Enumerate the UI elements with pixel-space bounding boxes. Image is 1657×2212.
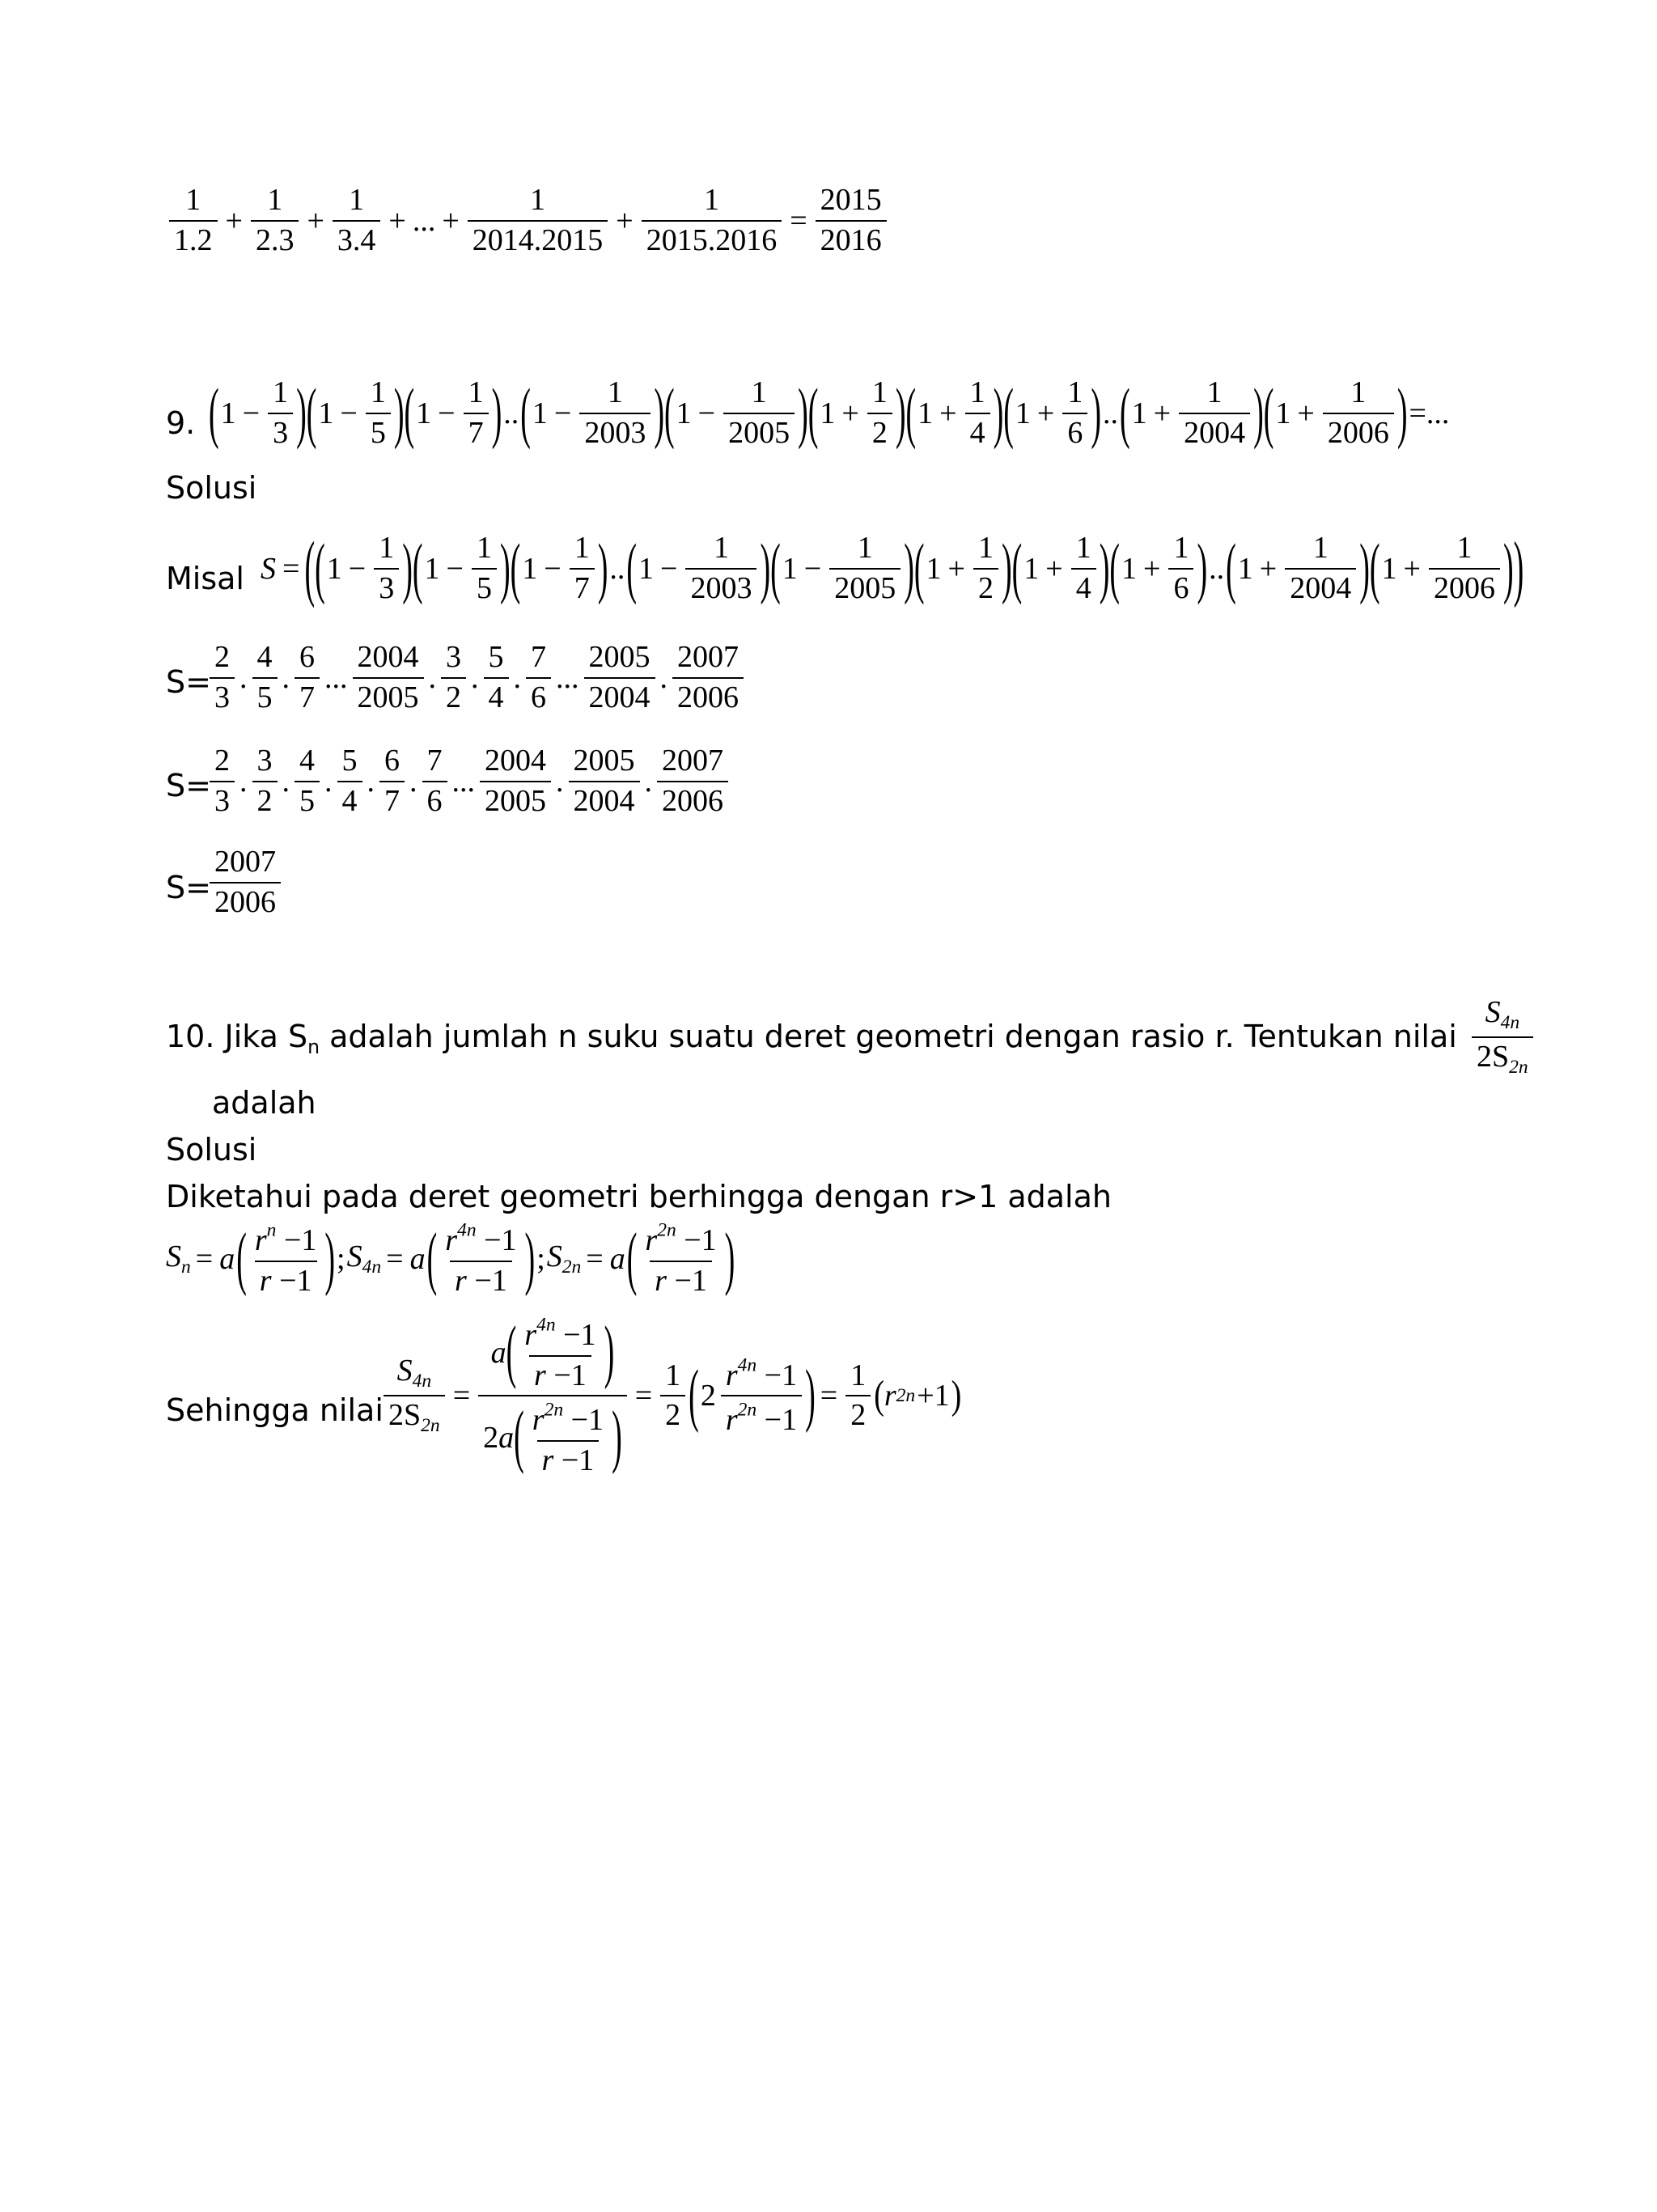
fraction: $\frac{2004}{2005}$: [480, 745, 551, 818]
right-paren: ): [1099, 531, 1110, 607]
left-paren: (: [506, 1312, 517, 1391]
right-paren: ): [1091, 375, 1101, 451]
math-token: −: [348, 551, 367, 586]
left-paren: (: [1120, 375, 1130, 451]
right-paren: ): [724, 1219, 735, 1299]
right-paren: ): [805, 1357, 816, 1435]
math-token: 1: [782, 551, 798, 586]
s-line-2-prefix: S=: [166, 768, 211, 803]
math-token: −: [544, 551, 562, 586]
fraction: $\frac{1}{1.2}$: [169, 184, 218, 257]
left-paren: (: [913, 531, 925, 607]
math-token: .: [659, 660, 667, 695]
parenthesis-group: [808, 377, 906, 450]
subscript: n: [181, 1256, 191, 1278]
fraction: $\frac{3}{2}$: [252, 745, 278, 818]
fraction: a ( $\frac{r^{4n} -1}{r -1}$ ) 2a ( $\frac{r^{2n} -1}{r -1}$ ): [478, 1315, 627, 1477]
parenthesis-group: [511, 532, 608, 605]
fraction: $\frac{2007}{2006}$: [657, 745, 728, 818]
fraction: $\frac{2007}{2006}$: [210, 846, 281, 919]
fraction: $\frac{1}{2004}$: [1285, 532, 1356, 605]
fraction: $\frac{5}{4}$: [337, 745, 362, 818]
left-paren: (: [510, 531, 521, 607]
fraction: $\frac{1}{4}$: [965, 377, 990, 450]
math-token: 1: [1131, 396, 1147, 430]
math-token: 1: [532, 396, 548, 430]
right-paren: ): [499, 531, 511, 607]
fraction: $\frac{1}{7}$: [570, 532, 595, 605]
math-token: +: [1143, 551, 1161, 586]
parenthesis-group: [427, 1220, 536, 1297]
math-token: 1: [1381, 551, 1397, 586]
left-paren: (: [1109, 531, 1120, 607]
math-token: +: [1036, 396, 1055, 430]
math-token: 2: [700, 1379, 716, 1413]
math-token: +1: [917, 1379, 950, 1413]
fraction: $\frac{1}{4}$: [1071, 532, 1096, 605]
math-token: =: [386, 1241, 404, 1276]
math-token: 1: [416, 396, 432, 430]
math-token: .: [239, 764, 248, 799]
math-token: −: [438, 396, 456, 430]
math-token: a: [219, 1241, 235, 1276]
math-token: +: [947, 551, 965, 586]
parenthesis-group: [1120, 377, 1264, 450]
fraction: $\frac{4}{5}$: [295, 745, 320, 818]
question-number-10: 10.: [166, 1019, 215, 1054]
superscript: 2n: [737, 1399, 757, 1421]
math-token: −: [242, 396, 261, 430]
math-token: 1: [1023, 551, 1040, 586]
superscript: 4n: [536, 1314, 556, 1335]
subscript: 2n: [562, 1256, 582, 1278]
math-token: +: [1045, 551, 1063, 586]
subscript: 2n: [421, 1415, 440, 1437]
math-token: .: [239, 660, 248, 695]
superscript: 2n: [657, 1219, 676, 1240]
sehingga-text: Sehingga nilai: [166, 1392, 384, 1428]
question-number-9: 9.: [166, 405, 196, 441]
s-line-3-expression: [206, 846, 284, 919]
left-paren: (: [412, 531, 423, 607]
math-token: a: [409, 1241, 426, 1276]
s-line-3-prefix: S=: [166, 870, 211, 905]
right-paren: ): [654, 375, 664, 451]
math-token: −: [660, 551, 678, 586]
right-paren: ): [612, 1397, 622, 1477]
right-paren: ): [951, 1374, 962, 1418]
fraction: $\frac{7}{6}$: [422, 745, 447, 818]
parenthesis-group: [209, 377, 307, 450]
parenthesis-group: [307, 377, 405, 450]
math-token: 1: [820, 396, 836, 430]
math-token: =: [586, 1241, 604, 1276]
math-token: a: [609, 1241, 625, 1276]
right-paren: ): [1396, 375, 1408, 451]
math-token: 1: [676, 396, 692, 430]
fraction: $\frac{1}{2}$: [660, 1360, 685, 1433]
math-token: 1: [326, 551, 342, 586]
math-token: =: [820, 1379, 838, 1413]
s-line-1-prefix: S=: [166, 664, 211, 700]
fraction: $\frac{r^{4n} -1}{r -1}$: [524, 1314, 596, 1392]
right-paren: ): [296, 375, 307, 451]
left-paren: (: [1011, 531, 1023, 607]
math-token: 1: [424, 551, 440, 586]
right-paren: ): [1502, 531, 1514, 607]
math-token: ...: [324, 660, 348, 695]
parenthesis-group: [1012, 532, 1110, 605]
left-paren: (: [1369, 531, 1380, 607]
math-token: ...: [556, 660, 579, 695]
fraction: $\frac{3}{2}$: [441, 642, 466, 714]
parenthesis-group: [1226, 532, 1370, 605]
parenthesis-group: [689, 1355, 816, 1437]
parenthesis-group: ( r 2n +1 ): [874, 1374, 962, 1418]
fraction: $\frac{1}{2006}$: [1323, 377, 1394, 450]
fraction: $\frac{2007}{2006}$: [672, 642, 744, 714]
left-paren: (: [236, 1219, 247, 1299]
left-paren: (: [306, 375, 317, 451]
left-paren: (: [520, 375, 531, 451]
fraction: $\frac{2005}{2004}$: [584, 642, 655, 714]
fraction: $\frac{1}{2014.2015}$: [468, 184, 608, 257]
parenthesis-group: [1109, 532, 1207, 605]
fraction: $\frac{2005}{2004}$: [569, 745, 640, 818]
fraction: $\frac{1}{2.3}$: [251, 184, 299, 257]
s-line-2-expression: [206, 745, 731, 818]
fraction: $\frac{r^{2n} -1}{r -1}$: [532, 1399, 604, 1477]
left-paren: (: [404, 375, 415, 451]
parenthesis-group: [906, 377, 1004, 450]
superscript: 4n: [457, 1219, 477, 1240]
math-token: .: [644, 764, 652, 799]
math-token: 1: [917, 396, 934, 430]
left-paren: (: [304, 528, 316, 610]
right-paren: ): [1197, 531, 1208, 607]
math-token: ;: [337, 1241, 345, 1276]
right-paren: ): [393, 375, 405, 451]
s-line-1-expression: [206, 642, 747, 714]
right-paren: ): [402, 531, 413, 607]
sehingga-expression: [380, 1312, 962, 1477]
math-token: −: [803, 551, 822, 586]
fraction: $\frac{1}{2006}$: [1429, 532, 1500, 605]
math-token: ...: [451, 764, 475, 799]
math-token: +: [1153, 396, 1172, 430]
fraction: $\frac{1}{2005}$: [829, 532, 901, 605]
math-token: 1: [522, 551, 538, 586]
solusi-heading-10: Solusi: [166, 1132, 257, 1167]
math-token: +: [1297, 396, 1315, 430]
fraction: $\frac{1}{3.4}$: [333, 184, 381, 257]
math-token: +: [939, 396, 957, 430]
math-token: 1: [1121, 551, 1137, 586]
solusi-heading: Solusi: [166, 470, 257, 506]
fraction: $\frac{2}{3}$: [210, 745, 235, 818]
left-paren: (: [1226, 531, 1236, 607]
fraction: $\frac{4}{5}$: [252, 642, 278, 714]
left-paren: (: [1263, 375, 1274, 451]
math-token: .: [471, 660, 479, 695]
fraction: $\frac{1}{6}$: [1168, 532, 1193, 605]
left-paren: (: [209, 375, 219, 451]
parenthesis-group: [626, 532, 770, 605]
math-token: ..: [609, 551, 625, 586]
fraction: $\frac{2}{3}$: [210, 642, 235, 714]
right-paren: ): [904, 531, 914, 607]
fraction: $\frac{1}{7}$: [464, 377, 489, 450]
diketahui-text: Diketahui pada deret geometri berhingga dengan r>1 adalah: [166, 1179, 1112, 1214]
fraction: $\frac{1}{2005}$: [723, 377, 795, 450]
fraction: $\frac{1}{2}$: [867, 377, 892, 450]
fraction: $\frac{1}{5}$: [472, 532, 497, 605]
math-token: 1: [638, 551, 654, 586]
fraction: $\frac{r^{4n} -1}{r^{2n} -1}$: [721, 1355, 802, 1437]
outer-parenthesis: [304, 528, 1524, 610]
right-paren: ): [1253, 375, 1264, 451]
math-token: 1: [220, 396, 236, 430]
fraction: $\frac{1}{3}$: [268, 377, 293, 450]
fraction: $\frac{2004}{2005}$: [353, 642, 424, 714]
fraction: $\frac{r^{2n} -1}{r -1}$: [645, 1219, 717, 1298]
misal-product-expression: S = ( ( 1 − $\frac{1}{3}$ ) ( 1 − $\frac{1}{5}$ ) ( 1 − $\frac{1}{7}$ ) .. ( 1 − $\frac{1}{2003}$ ) ( 1 − $\frac{1}{2005}$ ) ( 1 + $\frac{1}{2}$ ) ( 1 + $\frac{1}{4}$ ) ( 1 + $\frac{1}{6}$ ) .. ( 1 + $\frac{1}{2004}$ ) ( 1 + $\frac{1}{2006}$ ) ): [259, 532, 1524, 605]
superscript: n: [266, 1219, 277, 1240]
math-token: −: [553, 396, 572, 430]
left-paren: (: [905, 375, 917, 451]
parenthesis-group: [506, 1312, 615, 1392]
left-paren: (: [689, 1357, 699, 1435]
fraction: $\frac{2015}{2016}$: [816, 184, 887, 257]
fraction: $\frac{5}{4}$: [484, 642, 509, 714]
parenthesis-group: [664, 377, 808, 450]
math-token: =: [195, 1241, 214, 1276]
right-paren: ): [760, 531, 771, 607]
q9-product-expression: [209, 377, 1451, 450]
subscript: 4n: [362, 1256, 382, 1278]
math-token: =...: [1409, 396, 1450, 430]
math-token: .: [367, 764, 375, 799]
right-paren: ): [1359, 531, 1370, 607]
fraction: $\frac{6}{7}$: [379, 745, 405, 818]
left-paren: (: [874, 1374, 884, 1418]
fraction: $\frac{7}{6}$: [526, 642, 551, 714]
math-token: .: [282, 660, 290, 695]
right-paren: ): [1513, 528, 1524, 610]
subscript: 4n: [412, 1371, 432, 1392]
parenthesis-group: [770, 532, 914, 605]
parenthesis-group: [514, 1397, 622, 1477]
fraction: $\frac{1}{2}$: [973, 532, 998, 605]
left-paren: (: [315, 531, 325, 607]
parenthesis-group: [315, 532, 413, 605]
fraction: $\frac{1}{2003}$: [685, 532, 756, 605]
parenthesis-group: [1264, 377, 1408, 450]
math-token: ;: [536, 1241, 545, 1276]
math-token: ..: [503, 396, 519, 430]
parenthesis-group: [627, 1220, 735, 1297]
math-token: .: [556, 764, 564, 799]
left-paren: (: [770, 531, 781, 607]
superscript: 2n: [896, 1384, 916, 1406]
left-paren: (: [664, 375, 675, 451]
left-paren: (: [807, 375, 819, 451]
math-token: 1: [926, 551, 942, 586]
right-paren: ): [524, 1219, 536, 1299]
math-token: +: [1403, 551, 1421, 586]
math-token: .: [324, 764, 333, 799]
fraction: $\frac{1}{2004}$: [1179, 377, 1250, 450]
fraction: $\frac{1}{3}$: [374, 532, 399, 605]
math-token: 1: [318, 396, 334, 430]
math-token: ..: [1209, 551, 1225, 586]
fraction: $\frac{1}{2003}$: [579, 377, 651, 450]
math-token: 1: [1275, 396, 1291, 430]
left-paren: (: [514, 1397, 524, 1477]
right-paren: ): [324, 1219, 336, 1299]
sn-formulas: $S_n$ = a ( $\frac{r^n -1}{r -1}$ ) ; $S_{4n}$ = a ( $\frac{r^{4n} -1}{r -1}$ ) ; $S_{2n}$ = a ( $\frac{r^{2n} -1}{r -1}$ ): [166, 1220, 735, 1297]
right-paren: ): [491, 375, 502, 451]
math-token: +: [841, 396, 859, 430]
fraction: $\frac{r^{4n} -1}{r -1}$: [445, 1219, 517, 1298]
right-paren: ): [895, 375, 906, 451]
math-token: −: [697, 396, 716, 430]
misal-label: Misal: [166, 561, 244, 596]
math-token: 1: [1237, 551, 1253, 586]
math-token: .: [282, 764, 290, 799]
right-paren: ): [798, 375, 808, 451]
right-paren: ): [604, 1312, 615, 1391]
fraction: $\frac{S_{4n}}{2S_{2n}}$: [384, 1355, 445, 1436]
left-paren: (: [1003, 375, 1014, 451]
left-paren: (: [626, 1219, 638, 1299]
fraction: $\frac{6}{7}$: [295, 642, 320, 714]
right-paren: ): [993, 375, 1004, 451]
math-token: =: [452, 1379, 471, 1413]
math-token: ..: [1103, 396, 1118, 430]
fraction: $\frac{1}{5}$: [366, 377, 391, 450]
parenthesis-group: [914, 532, 1012, 605]
math-token: =: [634, 1379, 653, 1413]
question-10-text: 10. Jika $S_n$ adalah jumlah n suku suatu deret geometri dengan rasio r. Tentukan nilai: [166, 1019, 1457, 1059]
parenthesis-group: [413, 532, 511, 605]
math-token: +: [1259, 551, 1278, 586]
math-token: −: [340, 396, 358, 430]
parenthesis-group: [236, 1220, 335, 1297]
math-token: .: [513, 660, 521, 695]
math-token: 1: [1015, 396, 1031, 430]
fraction: $\frac{1}{2}$: [845, 1360, 871, 1433]
fraction: $\frac{r^n -1}{r -1}$: [254, 1219, 317, 1298]
fraction: $\frac{1}{6}$: [1062, 377, 1087, 450]
right-paren: ): [1001, 531, 1012, 607]
q10-ratio-fraction: $\frac{S_{4n}}{2S_{2n}}$: [1468, 997, 1536, 1078]
fraction: $\frac{1}{2015.2016}$: [642, 184, 782, 257]
math-token: .: [428, 660, 436, 695]
parenthesis-group: [1370, 532, 1514, 605]
right-paren: ): [597, 531, 608, 607]
math-token: .: [409, 764, 417, 799]
superscript: 2n: [544, 1399, 564, 1421]
left-paren: (: [426, 1219, 438, 1299]
left-paren: (: [626, 531, 637, 607]
parenthesis-group: [1003, 377, 1101, 450]
telescoping-sum-equation: $\frac{1}{1.2}$ + $\frac{1}{2.3}$ + $\frac{1}{3.4}$ + ... + $\frac{1}{2014.2015}$ + $\frac{1}{2015.2016}$ = $\frac{2015}{2016}$: [166, 184, 890, 257]
adalah-text: adalah: [212, 1085, 316, 1121]
superscript: 4n: [737, 1354, 757, 1375]
parenthesis-group: [520, 377, 664, 450]
parenthesis-group: [405, 377, 502, 450]
math-token: −: [446, 551, 464, 586]
